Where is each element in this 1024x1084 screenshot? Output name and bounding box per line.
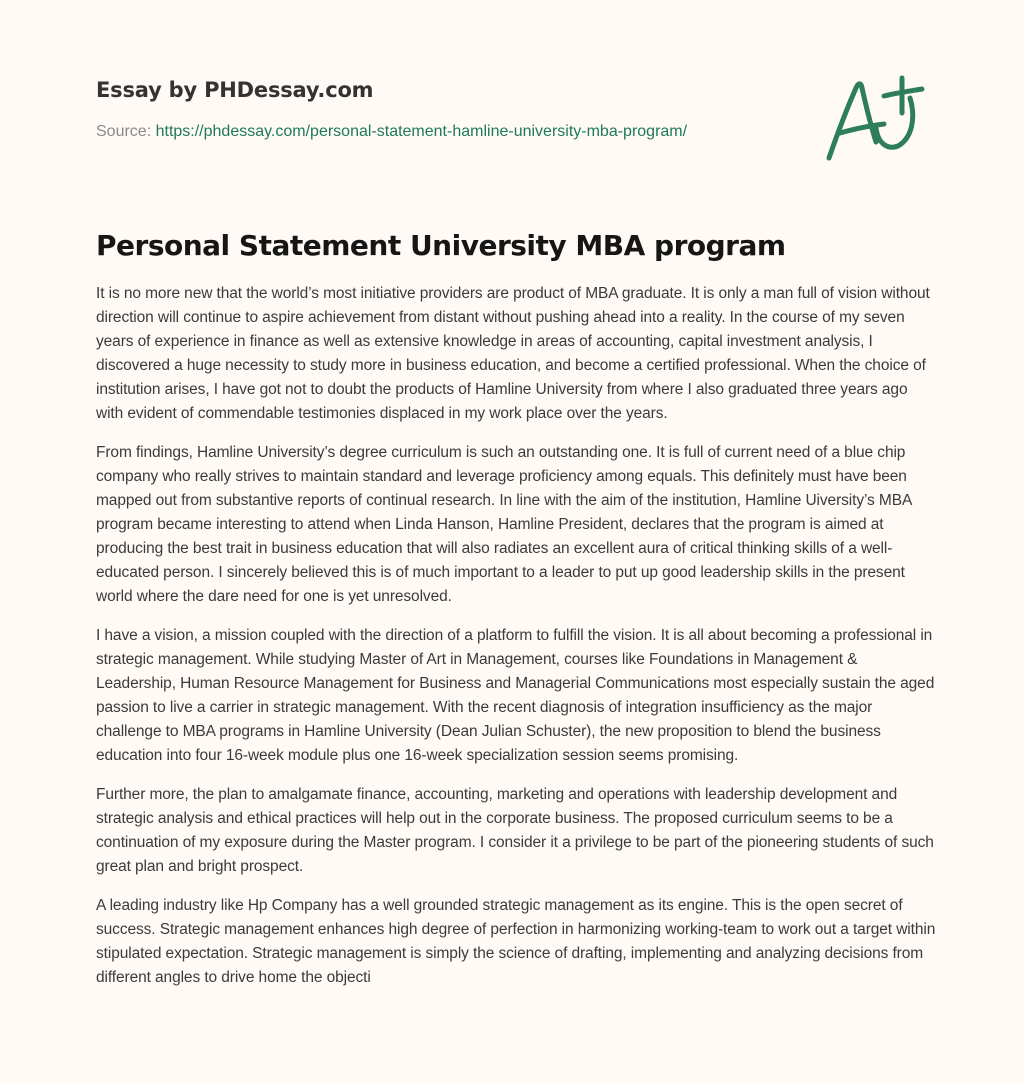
site-title: Essay by PHDessay.com (96, 78, 374, 102)
essay-title: Personal Statement University MBA program (96, 229, 786, 262)
essay-paragraph: From findings, Hamline University’s degree curriculum is such an outstanding one. It is full of current need of a blue chip company who really strives to maintain standard and leverage proficiency among equals. This definitely must have been mapped out from substantive reports of continual research. In line with the aim of the institution, Hamline Uiversity’s MBA program became interesting to attend when Linda Hanson, Hamline President, declares that the program is aimed at producing the best trait in business education that will also radiates an excellent aura of critical thinking skills of a well-educated person. I sincerely believed this is of much important to a leader to put up good leadership skills in the present world where the dare need for one is yet unresolved. (96, 444, 912, 605)
source-link[interactable]: https://phdessay.com/personal-statement-hamline-university-mba-program/ (155, 123, 688, 140)
essay-article (96, 226, 936, 1005)
essay-paragraph: A leading industry like Hp Company has a well grounded strategic management as its engine. This is the open secret of success. Strategic management enhances high degree of perfection in harmonizing working-team to work out a target within stipulated expectation. Strategic management is simply the science of drafting, implementing and analyzing decisions from different angles to drive home the objecti (96, 897, 936, 986)
essay-paragraph: I have a vision, a mission coupled with the direction of a platform to fulfill the vision. It is all about becoming a professional in strategic management. While studying Master of Art in Management, courses like Foundations in Management & Leadership, Human Resource Management for Business and Managerial Communications most especially sustain the aged passion to live a carrier in strategic management. With the recent diagnosis of integration insufficiency as the major challenge to MBA programs in Hamline University (Dean Julian Schuster), the new proposition to blend the business education into four 16-week module plus one 16-week specialization session seems promising. (96, 627, 935, 764)
essay-paragraph: It is no more new that the world’s most initiative providers are product of MBA graduate. It is only a man full of vision without direction will continue to aspire achievement from distant without pushing ahead into a reality. In the course of my seven years of experience in finance as well as extensive knowledge in areas of accounting, capital investment analysis, I discovered a huge necessity to study more in business education, and become a certified professional. When the choice of institution arises, I have got not to doubt the products of Hamline University from where I also graduated three years ago with evident of commendable testimonies displaced in my work place over the years. (96, 285, 930, 422)
a-plus-grade-icon (818, 66, 936, 166)
essay-header (96, 76, 756, 143)
source-label: Source: (96, 123, 156, 140)
source-line (96, 121, 756, 143)
essay-paragraph: Further more, the plan to amalgamate finance, accounting, marketing and operations with leadership development and strategic analysis and ethical practices will help out in the corporate business. The proposed curriculum seems to be a continuation of my exposure during the Master program. I consider it a privilege to be part of the pioneering students of such great plan and bright prospect. (96, 786, 934, 875)
